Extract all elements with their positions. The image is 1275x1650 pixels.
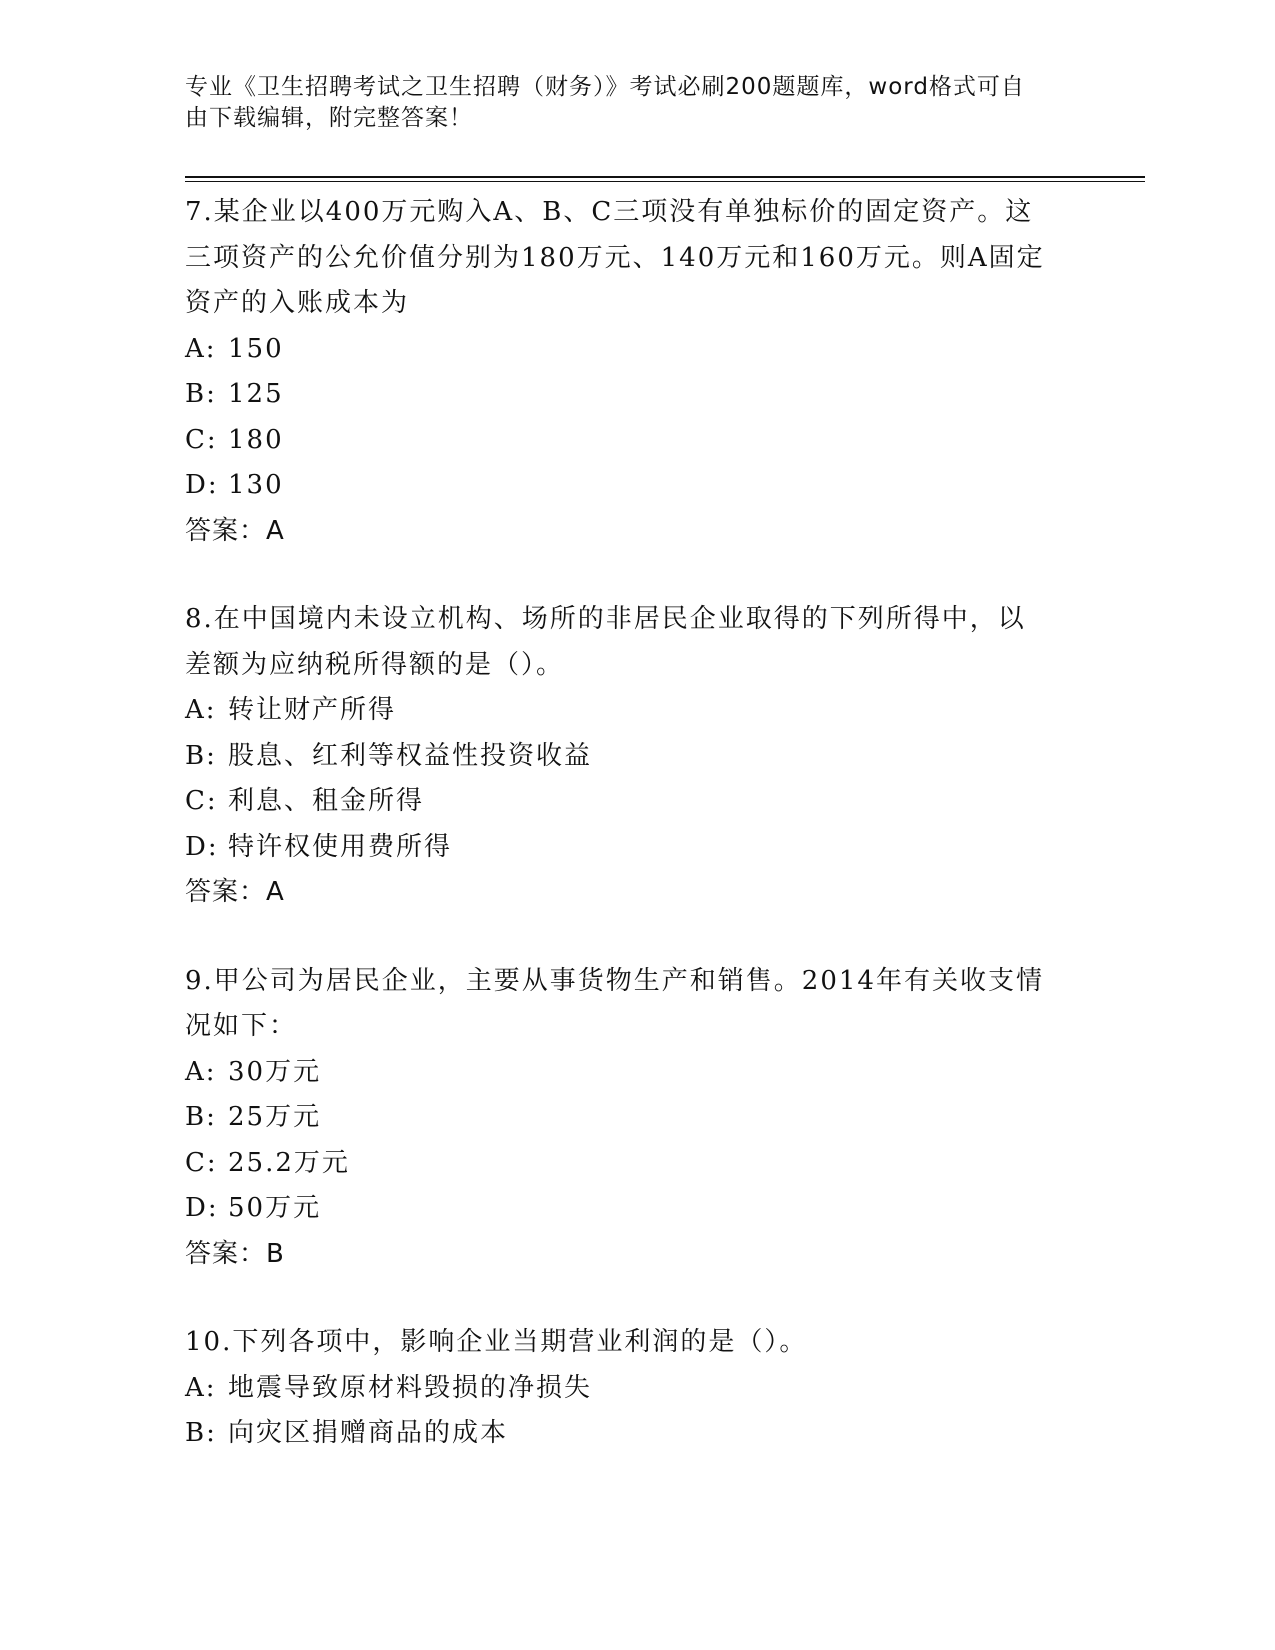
option-text: 125 <box>228 379 284 409</box>
option-text: 150 <box>228 333 284 364</box>
header-line-2: 由下载编辑，附完整答案！ <box>185 105 473 131</box>
option-letter: D: <box>185 470 219 500</box>
option-letter: B: <box>185 740 217 771</box>
document-header <box>185 72 1065 134</box>
option-d <box>185 825 1085 871</box>
option-text: 地震导致原材料毁损的净损失 <box>228 1372 593 1403</box>
question-text: 10.下列各项中，影响企业当期营业利润的是（）。 <box>185 1327 808 1357</box>
option-letter: B: <box>185 1102 217 1132</box>
option-letter: C: <box>185 424 218 455</box>
option-letter: A: <box>185 1372 217 1403</box>
question-text: 差额为应纳税所得额的是（）。 <box>185 649 565 680</box>
question-text: 7.某企业以400万元购入A、B、C三项没有单独标价的固定资产。这 <box>185 197 1034 227</box>
option-b <box>185 372 1085 418</box>
question-8 <box>185 597 1085 916</box>
option-letter: B: <box>185 1418 217 1448</box>
option-letter: A: <box>185 695 217 725</box>
option-c <box>185 779 1085 825</box>
question-text: 8.在中国境内未设立机构、场所的非居民企业取得的下列所得中，以 <box>185 604 1026 634</box>
answer-line: 答案：B <box>185 1238 285 1269</box>
answer-line: 答案：A <box>185 515 285 546</box>
option-letter: C: <box>185 1147 218 1178</box>
option-text: 特许权使用费所得 <box>228 831 453 862</box>
option-letter: C: <box>185 786 218 816</box>
option-letter: A: <box>185 333 217 364</box>
question-9 <box>185 959 1085 1278</box>
question-text: 三项资产的公允价值分别为180万元、140万元和160万元。则A固定 <box>185 242 1045 273</box>
option-text: 25.2万元 <box>228 1147 350 1178</box>
option-d <box>185 1186 1085 1232</box>
option-a <box>185 688 1085 734</box>
option-a <box>185 1366 1085 1412</box>
question-10 <box>185 1320 1085 1457</box>
question-text: 况如下： <box>185 1011 298 1041</box>
option-letter: D: <box>185 831 219 862</box>
option-text: 25万元 <box>228 1102 322 1132</box>
header-divider <box>185 176 1145 178</box>
option-text: 30万元 <box>228 1056 322 1087</box>
option-c <box>185 1141 1085 1187</box>
option-a <box>185 1050 1085 1096</box>
header-line-1: 专业《卫生招聘考试之卫生招聘（财务）》考试必刷200题题库，word格式可自 <box>185 74 1025 100</box>
question-list <box>185 190 1085 1500</box>
option-b <box>185 1411 1085 1457</box>
option-text: 50万元 <box>228 1193 322 1223</box>
option-letter: B: <box>185 379 217 409</box>
option-text: 130 <box>228 470 284 500</box>
question-7 <box>185 190 1085 554</box>
option-d <box>185 463 1085 509</box>
option-text: 180 <box>228 424 284 455</box>
option-b <box>185 1095 1085 1141</box>
question-text: 资产的入账成本为 <box>185 288 410 318</box>
option-text: 向灾区捐赠商品的成本 <box>228 1418 509 1448</box>
answer-line: 答案：A <box>185 877 285 907</box>
option-c <box>185 418 1085 464</box>
option-b <box>185 734 1085 780</box>
option-letter: D: <box>185 1193 219 1223</box>
option-text: 转让财产所得 <box>228 695 397 725</box>
option-letter: A: <box>185 1056 217 1087</box>
header-divider-thin <box>185 181 1145 182</box>
question-text: 9.甲公司为居民企业，主要从事货物生产和销售。2014年有关收支情 <box>185 965 1044 996</box>
option-text: 股息、红利等权益性投资收益 <box>228 740 593 771</box>
option-text: 利息、租金所得 <box>228 786 425 816</box>
option-a <box>185 327 1085 373</box>
